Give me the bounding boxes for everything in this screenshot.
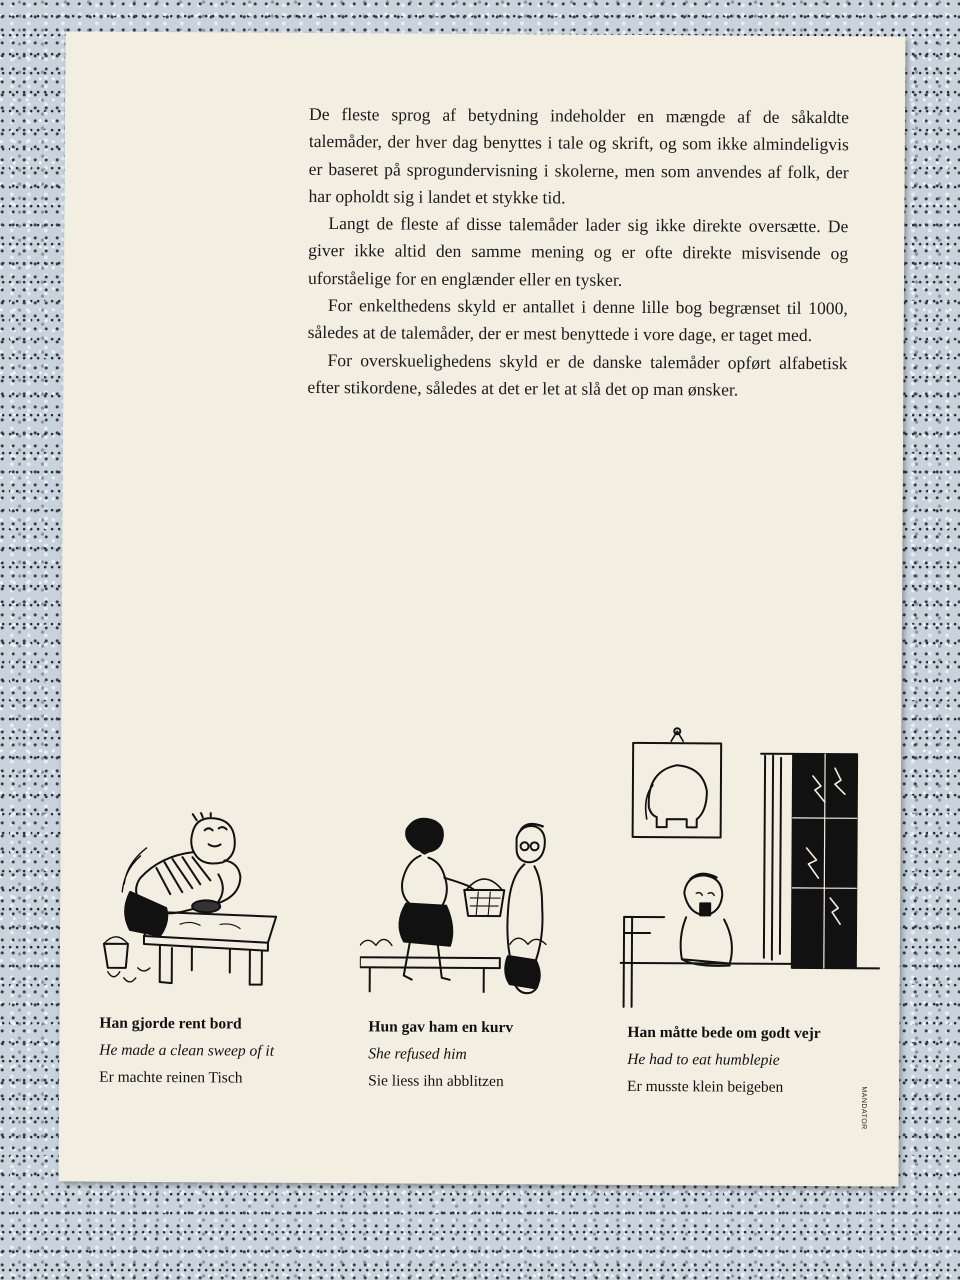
man-scrubbing-table-illustration (100, 812, 291, 1013)
caption-block (368, 1013, 513, 1095)
caption-block (99, 1010, 274, 1092)
english-translation: He had to eat humblepie (627, 1050, 780, 1069)
woman-refusing-kneeling-man-illustration (360, 815, 561, 1016)
book-back-cover (58, 31, 905, 1186)
intro-paragraph: For enkelthedens skyld er antallet i denne lille bog begrænset til 1000, således at de talemåder, der er mest benyttede i vore dage, er taget med. (307, 295, 848, 346)
danish-phrase: Hun gav ham en kurv (368, 1018, 514, 1037)
intro-paragraph: Langt de fleste af disse talemåder lader sig ikke direkte oversætte. De giver ikke altid den samme mening og er ofte direkte misvisende og uforståelige for en englænder eller en tysker. (307, 213, 849, 290)
intro-paragraph: De fleste sprog af betydning indeholder en mængde af de såkaldte talemåder, der hver dag benyttes i tale og skrift, og som ikke almindeligvis er baseret på sprogundervisning i skolerne, men som anvendes af folk, der har opholdt sig i landet et stykke tid. (308, 103, 850, 208)
english-translation: He made a clean sweep of it (99, 1041, 275, 1060)
danish-phrase: Han gjorde rent bord (99, 1014, 242, 1033)
danish-phrase: Han måtte bede om godt vejr (627, 1023, 821, 1043)
german-translation: Sie liess ihn abblitzen (368, 1072, 504, 1091)
intro-text (307, 101, 849, 405)
german-translation: Er machte reinen Tisch (99, 1068, 243, 1087)
caption-block (627, 1019, 821, 1101)
english-translation: She refused him (368, 1045, 467, 1063)
german-translation: Er musste klein beigeben (627, 1077, 784, 1096)
intro-paragraph: For overskuelighedens skyld er de danske talemåder opført alfabetisk efter stikordene, således at det er let at slå det op man ønsker. (307, 349, 848, 400)
printer-mark: MANDATOR (859, 1086, 868, 1130)
boy-praying-during-storm-illustration (620, 727, 882, 1019)
